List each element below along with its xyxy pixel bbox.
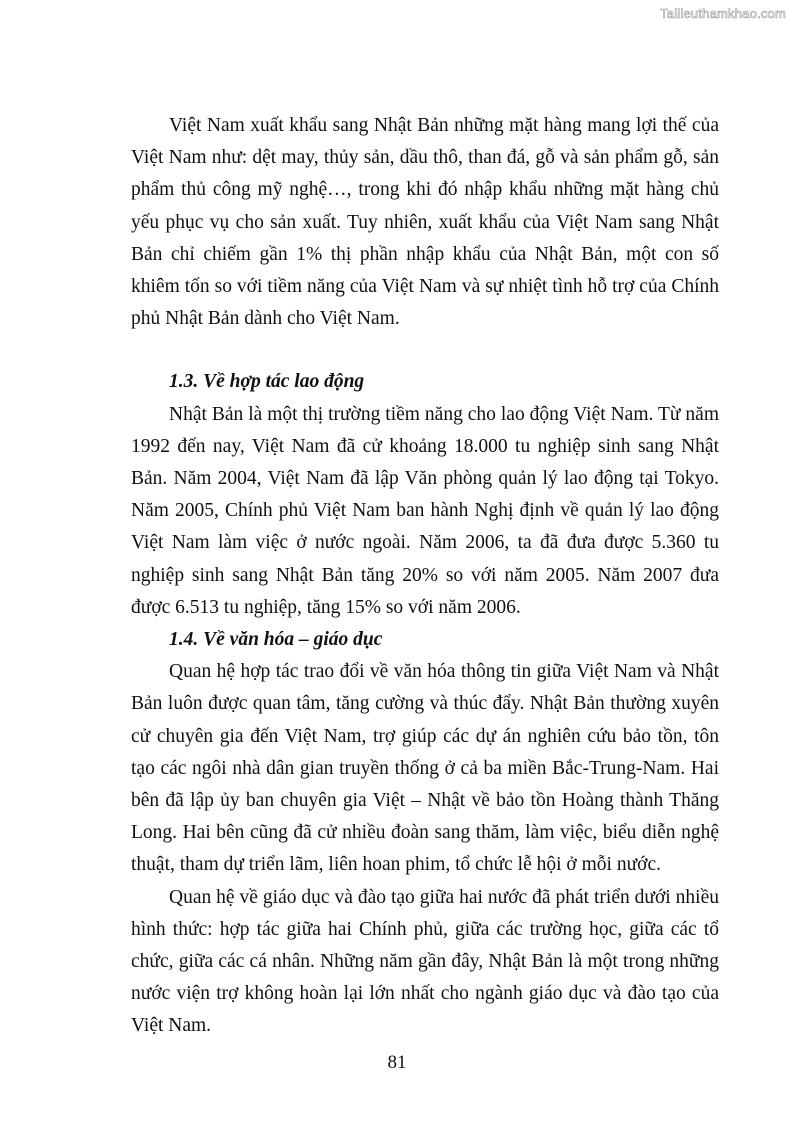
watermark-text: Tailieuthamkhao.com	[660, 6, 786, 21]
section-heading-culture-education: 1.4. Về văn hóa – giáo dục	[169, 629, 383, 651]
paragraph-culture-exchange: Quan hệ hợp tác trao đổi về văn hóa thông tin giữa Việt Nam và Nhật Bản luôn được quan tâm, tăng cường và thúc đẩy. Nhật Bản thường xuyên cử chuyên gia đến Việt Nam, trợ giúp các dự án nghiên cứu bảo tồn, tôn tạo các ngôi nhà dân gian truyền thống ở cả ba miền Bắc-Trung-Nam. Hai bên đã lập ủy ban chuyên gia Việt – Nhật về bảo tồn Hoàng thành Thăng Long. Hai bên cũng đã cử nhiều đoàn sang thăm, làm việc, biểu diễn nghệ thuật, tham dự triển lãm, liên hoan phim, tổ chức lễ hội ở mỗi nước.	[131, 661, 719, 876]
paragraph-trade-exports: Việt Nam xuất khẩu sang Nhật Bản những mặt hàng mang lợi thế của Việt Nam như: dệt may, thủy sản, dầu thô, than đá, gỗ và sản phẩm gỗ, sản phẩm thủ công mỹ nghệ…, trong khi đó nhập khẩu những mặt hàng chủ yếu phục vụ cho sản xuất. Tuy nhiên, xuất khẩu của Việt Nam sang Nhật Bản chỉ chiếm gần 1% thị phần nhập khẩu của Nhật Bản, một con số khiêm tốn so với tiềm năng của Việt Nam và sự nhiệt tình hỗ trợ của Chính phủ Nhật Bản dành cho Việt Nam.	[131, 115, 719, 330]
page-number: 81	[387, 1052, 407, 1073]
paragraph-education-cooperation: Quan hệ về giáo dục và đào tạo giữa hai nước đã phát triển dưới nhiều hình thức: hợp tác giữa hai Chính phủ, giữa các trường học, giữa các tổ chức, giữa các cá nhân. Những năm gần đây, Nhật Bản là một trong những nước viện trợ không hoàn lại lớn nhất cho ngành giáo dục và đào tạo của Việt Nam.	[131, 886, 719, 1037]
section-heading-labor-cooperation: 1.3. Về hợp tác lao động	[169, 371, 365, 393]
section-spacer	[131, 335, 719, 366]
document-body	[131, 110, 719, 1043]
paragraph-labor-cooperation: Nhật Bản là một thị trường tiềm năng cho lao động Việt Nam. Từ năm 1992 đến nay, Việt Nam đã cử khoảng 18.000 tu nghiệp sinh sang Nhật Bản. Năm 2004, Việt Nam đã lập Văn phòng quản lý lao động tại Tokyo. Năm 2005, Chính phủ Việt Nam ban hành Nghị định về quản lý lao động Việt Nam làm việc ở nước ngoài. Năm 2006, ta đã đưa được 5.360 tu nghiệp sinh sang Nhật Bản tăng 20% so với năm 2005. Năm 2007 đưa được 6.513 tu nghiệp, tăng 15% so với năm 2006.	[131, 403, 719, 618]
